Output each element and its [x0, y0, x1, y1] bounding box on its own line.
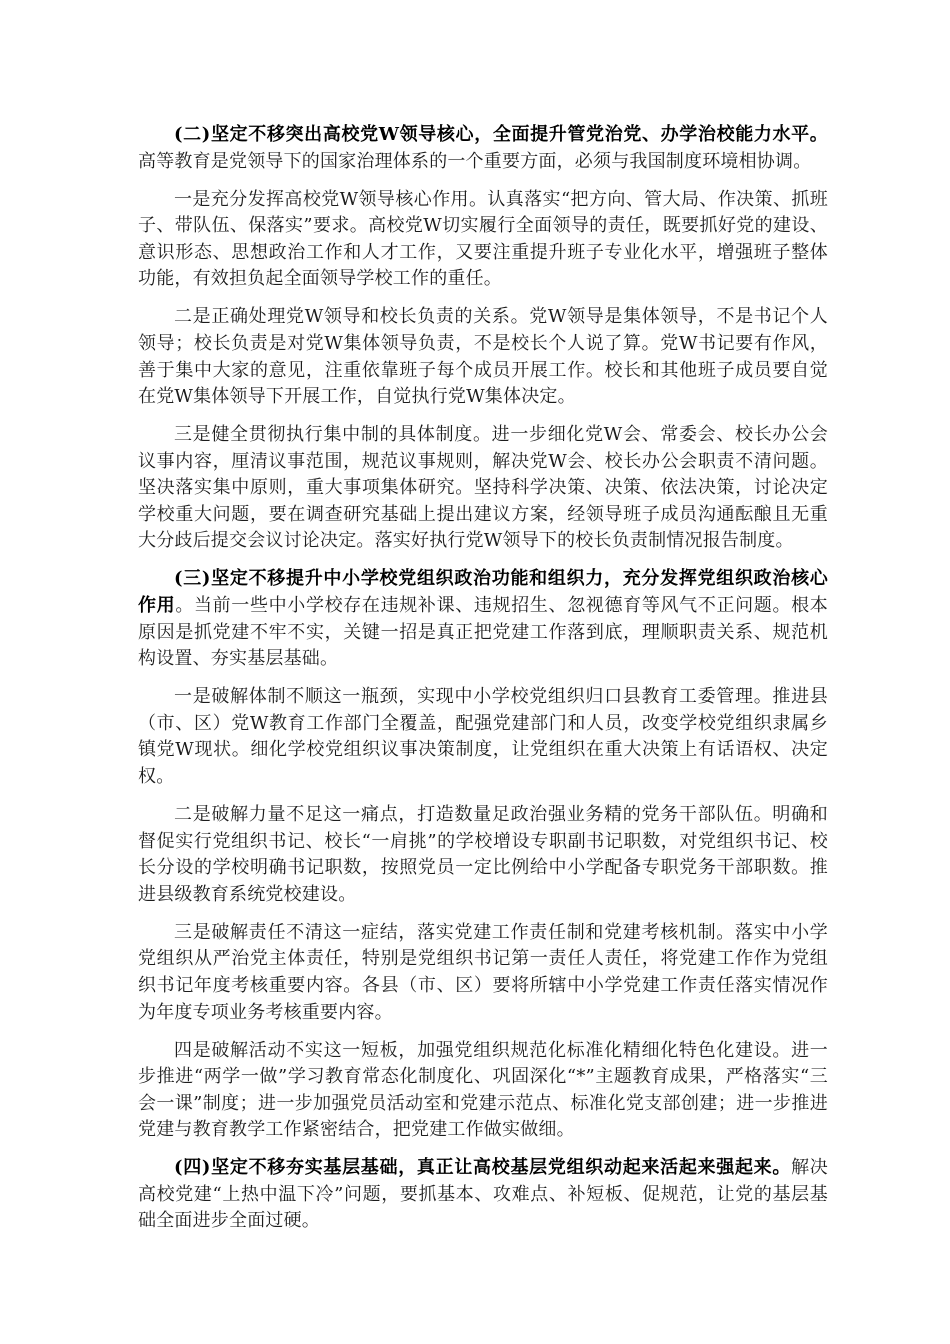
paragraph-text: 一是破解体制不顺这一瓶颈，实现中小学校党组织归口县教育工委管理。推进县（市、区）党W教育工作部门全覆盖，配强党建部门和人员，改变学校党组织隶属乡镇党W现状。细化学校党组织议事决策制度，让党组织在重大决策上有话语权、决定权。: [138, 686, 828, 788]
paragraph-section-4: [138, 1155, 828, 1235]
section-heading: (三)坚定不移提升中小学校党组织政治功能和组织力，充分发挥党组织政治核心作用: [138, 568, 828, 617]
paragraph-point-4: [138, 1038, 828, 1144]
paragraph-text: 解决高校党建“上热中温下冷”问题，要抓基本、攻难点、补短板、促规范，让党的基层基础全面进步全面过硬。: [138, 1157, 828, 1232]
section-heading: (四)坚定不移夯实基层基础，真正让高校基层党组织动起来活起来强起来。: [174, 1157, 792, 1179]
paragraph-text: 三是破解责任不清这一症结，落实党建工作责任制和党建考核机制。落实中小学党组织从严治党主体责任，特别是党组织书记第一责任人责任，将党建工作作为党组织书记年度考核重要内容。各县（市、区）要将所辖中小学党建工作责任落实情况作为年度专项业务考核重要内容。: [138, 921, 828, 1023]
paragraph-point-1: [138, 684, 828, 790]
paragraph-point-3: [138, 422, 828, 555]
paragraph-text: 三是健全贯彻执行集中制的具体制度。进一步细化党W会、常委会、校长办公会议事内容，厘清议事范围，规范议事规则，解决党W会、校长办公会职责不清问题。坚决落实集中原则，重大事项集体研究。坚持科学决策、决策、依法决策，讨论决定学校重大问题，要在调查研究基础上提出建议方案，经领导班子成员沟通酝酿且无重大分歧后提交会议讨论决定。落实好执行党W领导下的校长负责制情况报告制度。: [138, 424, 828, 552]
section-heading: (二)坚定不移突出高校党W领导核心，全面提升管党治党、办学治校能力水平。: [174, 124, 828, 145]
paragraph-text: 二是破解力量不足这一痛点，打造数量足政治强业务精的党务干部队伍。明确和督促实行党组织书记、校长“一肩挑”的学校增设专职副书记职数，对党组织书记、校长分设的学校明确书记职数，按照党员一定比例给中小学配备专职党务干部职数。推进县级教育系统党校建设。: [138, 804, 828, 905]
paragraph-text: 。当前一些中小学校存在违规补课、违规招生、忽视德育等风气不正问题。根本原因是抓党建不牢不实，关键一招是真正把党建工作落到底，理顺职责关系、规范机构设置、夯实基层基础。: [138, 595, 828, 670]
paragraph-text: 一是充分发挥高校党W领导核心作用。认真落实“把方向、管大局、作决策、抓班子、带队伍、保落实”要求。高校党W切实履行全面领导的责任，既要抓好党的建设、意识形态、思想政治工作和人才工作，又要注重提升班子专业化水平，增强班子整体功能，有效担负起全面领导学校工作的重任。: [138, 188, 828, 290]
paragraph-point-2: [138, 802, 828, 908]
paragraph-point-3: [138, 920, 828, 1026]
paragraph-point-1: [138, 187, 828, 293]
paragraph-point-2: [138, 304, 828, 410]
paragraph-section-3: [138, 566, 828, 672]
paragraph-text: 高等教育是党领导下的国家治理体系的一个重要方面，必须与我国制度环境相协调。: [138, 150, 812, 172]
document-body: [138, 122, 828, 1246]
paragraph-text: 二是正确处理党W领导和校长负责的关系。党W领导是集体领导，不是书记个人领导；校长负责是对党W集体领导负责，不是校长个人说了算。党W书记要有作风，善于集中大家的意见，注重依靠班子每个成员开展工作。校长和其他班子成员要自觉在党W集体领导下开展工作，自觉执行党W集体决定。: [138, 306, 828, 408]
paragraph-text: 四是破解活动不实这一短板，加强党组织规范化标准化精细化特色化建设。进一步推进“两学一做”学习教育常态化制度化、巩固深化“*”主题教育成果，严格落实“三会一课”制度；进一步加强党员活动室和党建示范点、标准化党支部创建；进一步推进党建与教育教学工作紧密结合，把党建工作做实做细。: [138, 1039, 828, 1141]
paragraph-section-2: [138, 122, 828, 175]
